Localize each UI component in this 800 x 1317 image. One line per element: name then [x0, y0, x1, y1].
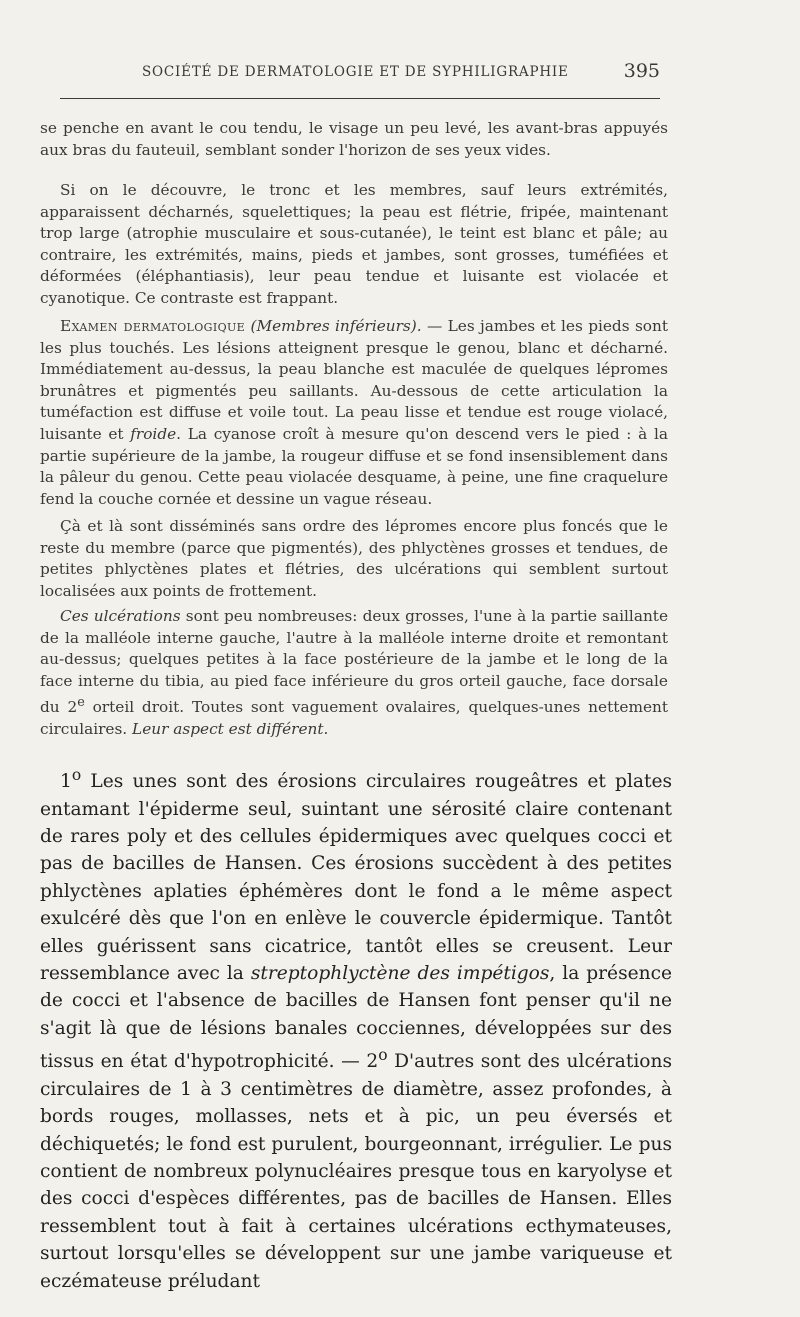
- page-number: 395: [623, 60, 660, 82]
- italic-word: froide: [130, 424, 177, 443]
- paragraph-text: [40, 762, 672, 1295]
- paragraph-description: [40, 180, 668, 310]
- running-header: [60, 58, 660, 94]
- text-run: , la présence de cocci et l'absence de bacilles de Hansen font penser qu'il ne s'agit là que de lésions banales cocciennes, développées sur des tissus en état d'hypotrophicité. — 2: [40, 963, 673, 1073]
- paragraph-text: [40, 316, 668, 510]
- running-title: SOCIÉTÉ DE DERMATOLOGIE ET DE SYPHILIGRAPHIE: [142, 64, 569, 80]
- paragraph-text: Çà et là sont disséminés sans ordre des lépromes encore plus foncés que le reste du membre (parce que pigmentés), des phlyctènes grosses et tendues, de petites phlyctènes plates et flétries, des ulcérations qui semblent surtout localisées aux points de frottement.: [40, 517, 668, 600]
- text-run: Les unes sont des érosions circulaires rougeâtres et plates entamant l'épiderme seul, suintant une sérosité claire contenant de rares poly et des cellules épidermiques avec quelques cocci et pas de bacilles de Hansen. Ces érosions succèdent à des petites phlyctènes aplaties éphémères dont le fond a le même aspect exulcéré dès que l'on en enlève le couvercle épidermique. Tantôt elles guérissent sans cicatrice, tantôt elles se creusent. Leur ressemblance avec la: [40, 771, 672, 985]
- italic-parenthetical: (Membres inférieurs).: [250, 317, 422, 335]
- text-run: . La cyanose croît à mesure qu'on descend vers le pied : à la partie supérieure de la jambe, la rougeur diffuse et se fond insensiblement dans la pâleur du genou. Cette peau violacée desquame, à peine, une fine craquelure fend la couche cornée et dessine un vague réseau.: [40, 424, 668, 508]
- italic-lead: Ces ulcérations: [60, 607, 181, 625]
- paragraph-text: [40, 606, 668, 741]
- paragraph-lepromes: [40, 516, 668, 602]
- text-run: — Les jambes et les pieds sont les plus touchés. Les lésions atteignent presque le genou, blanc et décharné. Immédiatement au-dessus, la peau blanche est maculée de quelques lépromes brunâtres et pigmentés peu saillants. Au-dessous de cette articulation la tuméfaction est diffuse et voile tout. La peau lisse et tendue est rouge violacé, luisante et: [40, 317, 668, 443]
- superscript: o: [71, 766, 82, 784]
- header-rule: [60, 98, 660, 99]
- italic-tail: Leur aspect est différent.: [132, 720, 329, 739]
- text-run: D'autres sont des ulcérations circulaires de 1 à 3 centimètres de diamètre, assez profondes, à bords rouges, mollasses, nets et à pic, un peu éversés et déchiquetés; le fond est purulent, bourgeonnant, irrégulier. Le pus contient de nombreux polynucléaires presque tous en karyolyse et des cocci d'espèces différentes, pas de bacilles de Hansen. Elles ressemblent tout à fait à certaines ulcérations ecthymateuses, surtout lorsqu'elles se développent sur une jambe variqueuse et eczémateuse préludant: [40, 1051, 672, 1292]
- list-number: 1: [60, 771, 72, 793]
- italic-term: streptophlyctène des impétigos: [250, 963, 550, 985]
- text-run: sont peu nombreuses: deux grosses, l'une à la partie saillante de la malléole interne gauche, l'autre à la malléole interne droite et remontant au-dessus; quelques petites à la face postérieure de la jambe et le long de la face interne du tibia, au pied face inférieure du gros orteil gauche, face dorsale du 2: [40, 607, 669, 717]
- paragraph-ulcerations: [40, 606, 668, 741]
- paragraph-large-print: [40, 762, 672, 1295]
- text-run: orteil droit. Toutes sont vaguement ovalaires, quelques-unes nettement circulaires.: [40, 698, 668, 739]
- paragraph-text: se penche en avant le cou tendu, le visage un peu levé, les avant-bras appuyés aux bras du fauteuil, semblant sonder l'horizon de ses yeux vides.: [40, 119, 668, 159]
- section-lead: Examen dermatologique: [60, 317, 246, 335]
- superscript: o: [378, 1046, 388, 1065]
- paragraph-text: Si on le découvre, le tronc et les membres, sauf leurs extrémités, apparaissent décharnés, squelettiques; la peau est flétrie, fripée, maintenant trop large (atrophie musculaire et sous-cutanée), le teint est blanc et pâle; au contraire, les extrémités, mains, pieds et jambes, sont grosses, tuméfiées et déformées (éléphantiasis), leur peau tendue et luisante est violacée et cyanotique. Ce contraste est frappant.: [40, 181, 668, 307]
- superscript: e: [77, 695, 85, 711]
- paragraph-continuation: [40, 118, 668, 161]
- paragraph-dermatological-exam: [40, 316, 668, 510]
